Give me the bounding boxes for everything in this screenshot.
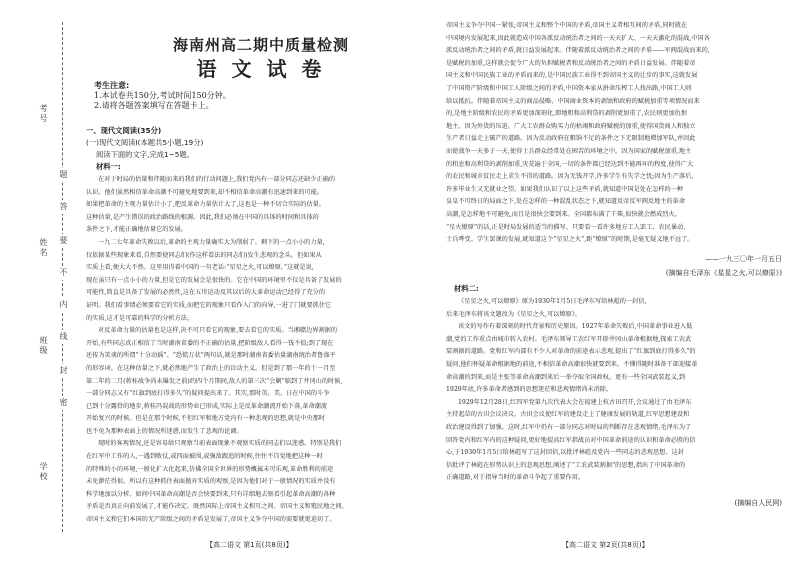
text-line: 政治建设得到了加强。这时,红军中仍有一部分同志对时局的判断存在悲观情绪,毛泽东为了 [446, 423, 692, 431]
material-two-text [446, 296, 786, 485]
text-line: 矛盾是否真正向前发展了,才能作决定。既然国际上帝国主义相互之间、帝国主义和殖民地之间、 [86, 503, 348, 511]
text-line: 对反革命力量的估量也是这样,决不可只看它的现象,要去看它的实质。当湘赣边界割据的 [98, 327, 338, 335]
class-label: 班级 [39, 336, 48, 356]
seal-char-6: 线 [59, 332, 68, 342]
page-footer-left: 【高二语文 第1页(共8页)】 [206, 541, 293, 549]
text-line: 的农民和城市贫民走上求生不得的道路。因为无钱开学,许多学生有失学之忧;因为生产落后, [446, 173, 694, 181]
text-line: 的实质,这才是可靠的科学的分析方法。 [86, 314, 194, 322]
text-line: 心,于1930年1月5日给林彪写了这封回信,以批评林彪及党内一些同志的悲观思想。这封 [446, 449, 684, 457]
text-line: 认识。他们虽然相信革命高潮不可避免地要到来,却不相信革命高潮有迅速到来的可能。 [86, 188, 324, 196]
material-one-continued [446, 20, 786, 247]
text-line: 生产者日益走上破产的道路。因为反动政府在粮饷不足的条件之下无限制地增加军队,并因此 [446, 135, 696, 143]
letter-date: ——一九三〇年一月五日 [705, 255, 782, 263]
text-line: 信批评了林彪在形势认识上的悲观思想,阐述了“工农武装割据”的思想,指出了中国革命的 [446, 461, 686, 469]
text-line: 回答党内和红军内的这种疑问,更好地提高红军指战员对中国革命前途的认识和革命必胜的信 [446, 436, 696, 444]
text-line: 皇皇不可终日的局面之下,处在怎样的一种混乱状态之下,就知道反帝反军阀反地主的革命 [446, 198, 686, 206]
notice-item: 1.本试卷共150分,考试时间150分钟。 [94, 91, 231, 100]
text-line: 第二年的二月(蒋桂战争尚未爆发之前)约四个月期间,敌人的第三次“会剿”临到了井冈山的时候, [86, 377, 343, 385]
text-line: 可能性,简直是具备了发展的必然性,这在五卅运动及其以后的大革命运动已经得了充分的 [86, 289, 326, 297]
text-line: 也不免为那种表面上的情况所迷惑,而发生了悲观的论调。 [86, 427, 243, 435]
text-line: 而使战争一天多于一天,使得士兵群众经常处在困苦的环境之中。因为国家的赋税加重,地主 [446, 147, 692, 155]
text-line: 疑问,他们怀疑革命根据地的前途,不相信革命高潮很快就要到来。不懂得随时准备干部迎接革 [446, 360, 698, 368]
text-line: 正确道路,对于指导当时的革命斗争起了重要作用。 [446, 474, 585, 482]
notice-box [94, 81, 231, 111]
text-line: 高潮,是怎样地不可避免,而且是很快会要到来。全国都布满了干柴,很快就会燃成烈火。 [446, 210, 681, 218]
text-line: 许多毕业生又无就业之望。如果我们认识了以上这些矛盾,就知道中国是处在怎样的一种 [446, 185, 684, 193]
school-label: 学校 [39, 462, 48, 482]
text-line: 在对于时局的估量和伴随而来的我们的行动问题上,我们党内有一部分同志还缺少正确的 [98, 176, 336, 183]
text-line: 国主义和中国民族工业的矛盾而来的,是中国民族工业得不到帝国主义的让步的事实,这就发展 [446, 72, 698, 80]
notice-item: 2.请将各题答案填写在答题卡上。 [94, 101, 214, 110]
material-one-source: (摘编自毛泽东《星星之火,可以燎原》) [665, 269, 782, 277]
material-one-text [86, 174, 436, 527]
text-line: 帝国主义争夺中国一紧张,帝国主义和整个中国的矛盾,帝国主义者相互间的矛盾,同时就在 [446, 22, 688, 29]
text-line: 实质上看,便大大不然。这里用得着中国的一句老话:“星星之火,可以燎原。”这就是说, [86, 264, 314, 272]
seal-char-2: 答 [59, 202, 68, 212]
subsection-heading: (一)现代文阅读Ⅰ(本题共5小题,19分) [86, 138, 204, 147]
text-line: 该文的写作有着深刻的时代背景和历史原因。1927年革命失败后,中国革命事业进入低 [458, 323, 693, 331]
seal-char-5: 内 [59, 300, 68, 310]
text-line: 1929年12月28日,红四军党第九次代表大会在福建上杭古田召开,会议通过了由毛泽东 [458, 398, 692, 406]
notice-heading: 考生注意: [94, 81, 130, 90]
text-line: “星火燎原”的话,正是时局发展的适当的描写。只要看一看许多地方工人罢工、农民暴动、 [446, 223, 690, 231]
text-line: 派反动统治者之间的矛盾,就日益发展起来。伴随着派反动统治者之间的矛盾——军阀混战而来的, [446, 47, 710, 55]
text-line: 这种估量,是产生错误的政治路线的根源。因此,我们必须在中国的具体的时间和具体的 [86, 213, 319, 221]
material-two-source: (摘编自人民网) [734, 499, 782, 507]
text-line: 仅依据某些现象来看,自然要使同志们(作这样看法的同志们)发生悲观的念头。但如果从 [86, 251, 322, 259]
text-line: 在红军中工作的人,一遇到败仗,或四面被围,或强敌跟追的时候,往往不自觉地把这种一时 [86, 453, 323, 461]
text-line: 中国境内发展起来,因此就造成中国各派反动统治者之间的一天天扩大、一天天激化的混战,中国各 [446, 34, 710, 42]
text-line: 现在虽只有一点小小的力量,但是它的发展会是很快的。它在中国的环境里不仅是具备了发展的 [86, 276, 342, 284]
text-line: 了中国资产阶级和中国工人阶级之间的矛盾,中国资本家从拼命压榨工人找出路,中国工人则 [446, 84, 692, 92]
text-line: 地主。因为外货的压迫、广大工农群众购买力的枯竭和政府赋税的加重,使得国货商人和独立 [446, 122, 696, 130]
page-right [440, 0, 794, 561]
text-line: 还传为笑谈的所谓“十分动摇”、“恐慌万状”两句话,就是那时湖南省委估量湖南统治者鲁涤平 [86, 352, 336, 360]
section-heading: 一、现代文阅读(35分) [86, 126, 162, 135]
seal-char-3: 要 [59, 236, 68, 246]
seal-char-4: 不 [59, 268, 68, 278]
text-line: 主持起草的古田会议决议。古田会议使红军的建设走上了健康发展的轨道,红军思想建设和 [446, 411, 690, 419]
text-line: 的,是地主阶级和农民的矛盾更加深刻化,即地租和高利贷的剥削更加重了,农民则更加仇恨 [446, 110, 688, 118]
text-line: 装割据的道路。党和红军内部有不少人对革命的前途表示悲观,提出了“红旗到底打得多久”的 [446, 348, 696, 356]
text-line: 现时的客观情况,还是容易给只观察当前表面现象不观察实质的同志们以迷惑。特别是我们 [98, 440, 342, 448]
text-line: 的形容词。在这种估量之下,就必然地产生了政治上的盲动主义。但是到了那一年的十一月至 [86, 364, 336, 372]
exam-subtitle: 语 文 试 卷 [196, 57, 326, 81]
text-line: 士兵哗变、学生罢课的发展,就知道这个“星星之火”,距“燎原”的时期,是毫无疑义地不远了。 [446, 236, 694, 244]
text-line: 是赋税的加重,这样就会促令广大的负担赋税者和反动统治者之间的矛盾日益发展。伴随着帝 [446, 59, 696, 67]
text-line: 如果把革命的主观力量估计小了,把反革命力量估计大了,这也是一种不切合实际的估量。 [86, 201, 326, 209]
text-line: 已到十分露骨的地步,蒋桂冯混战的形势业已形成,实际上是反革命潮流开始下落,革命潮流 [86, 402, 328, 410]
text-line: 《星星之火,可以燎原》原为1930年1月5日毛泽东写给林彪的一封信, [458, 298, 647, 305]
page-footer-right: 【高二语文 第2页(共8页)】 [562, 541, 649, 549]
text-line: 条件之下,才能正确地估量它的发展。 [86, 226, 187, 234]
material-two-label: 材料二: [454, 284, 479, 293]
exam-no-label: 考号 [39, 104, 48, 124]
text-line: 后来毛泽东将该文题改为《星星之火,可以燎原》。 [446, 310, 581, 318]
text-line: 科学地加以分析。如问中国革命高潮是否会快要到来,只有详细地去察看引起革命高潮的各种 [86, 490, 336, 498]
text-line: 的特殊的小的环境,一般化扩大化起来,仿佛全国全世界的形势概属未可乐观,革命胜利的前途 [86, 465, 334, 473]
binding-margin [0, 0, 82, 561]
text-line: 命高潮的到来,而是主张等革命高潮到来后一举夺取全国政权。更有一些全国武装起义,到 [446, 373, 686, 381]
seal-char-7: 封 [59, 366, 68, 376]
name-label: 姓名 [39, 238, 48, 258]
material-label: 材料一: [96, 162, 121, 171]
text-line: 1929年底,许多革命者感到的思想迷茫和悲观情绪尚未消除。 [446, 386, 613, 394]
text-line: 一部分同志又有“红旗到底打得多久”的疑问提出来了。其实,那时英、美、日在中国的斗争 [86, 390, 330, 398]
text-line: 一九二七年革命失败以后,革命的主观力量确实大为削弱了。剩下的一点小小的力量, [98, 238, 325, 246]
instruction: 阅读下面的文字,完成1~5题。 [96, 150, 194, 159]
text-line: 开始复兴的时候。但是在那个时候,不但红军和地方党内有一种悲观的思想,就是中央那时 [86, 415, 326, 423]
seal-char-8: 密 [59, 398, 68, 408]
text-line: 潮,党的工作重点由城市转入农村。毛泽东领导工农红军开辟井冈山革命根据地,探索工农武 [446, 335, 692, 343]
exam-title: 海南州高二期中质量检测 [172, 36, 349, 54]
text-line: 帝国主义和它们本国的无产阶级之间的矛盾是发展了,帝国主义争夺中国的需要就更迫切了。 [86, 516, 336, 524]
text-line: 开始,有些同志真正相信了当时湖南省委的不正确的估量,把阶级敌人看得一钱不值;到了现在 [86, 339, 334, 347]
text-line: 给以抵抗。伴随着帝国主义的商品侵略、中国商业资本的剥蚀和政府的赋税加重等项情况而来 [446, 97, 700, 105]
text-line: 证明。我们看事情必须要看它的实质,而把它的现象只看作入门的向导,一进了门就要抓住它 [86, 301, 332, 309]
text-line: 的租息和高利贷的剥削加重,灾荒遍于全国,一切的条件都已经达到不能再坏的程度,使得广大 [446, 160, 694, 168]
seal-char-1: 题 [59, 170, 68, 180]
text-line: 未免渺茫得很。所以有这种抓住表面抛弃实质的观察,是因为他们对于一般情况的实质并没有 [86, 478, 336, 486]
